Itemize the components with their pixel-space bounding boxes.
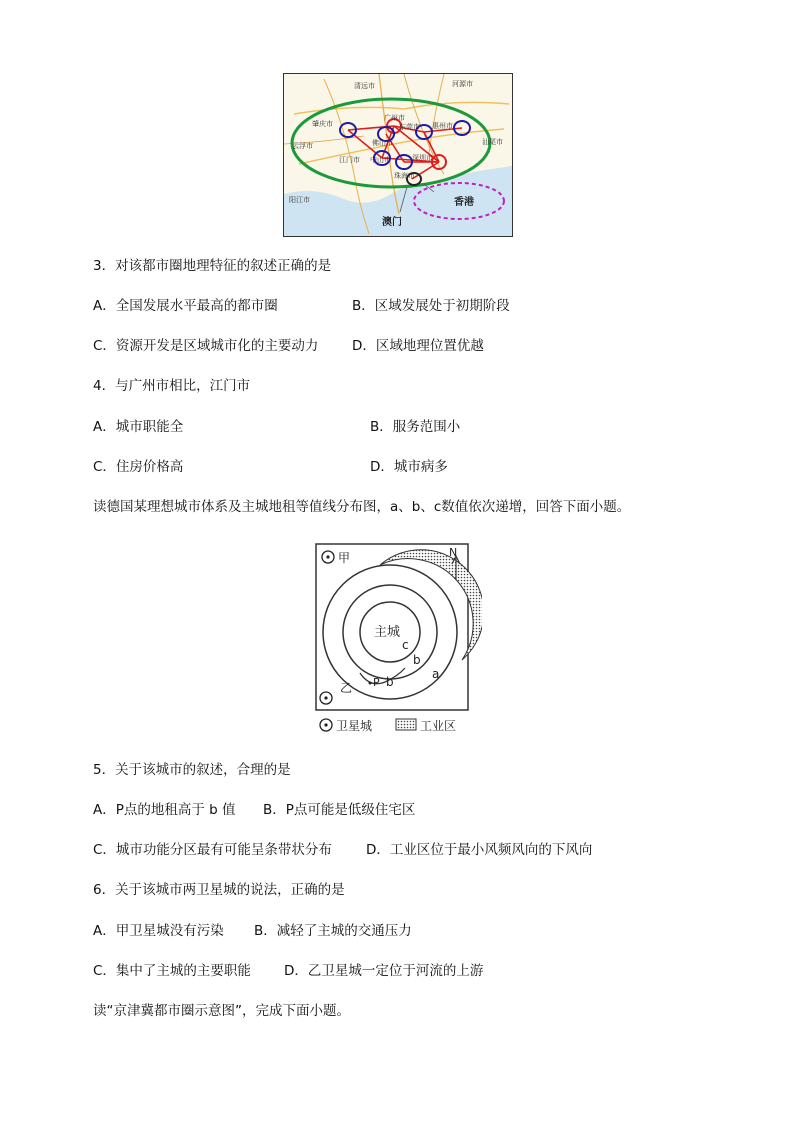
- q3-stem: 3．对该都市圈地理特征的叙述正确的是: [93, 258, 332, 274]
- label-b: b: [413, 653, 421, 667]
- label-c: c: [402, 638, 409, 652]
- label-p-b: b: [386, 675, 394, 689]
- label-shanwei: 汕尾市: [482, 138, 503, 146]
- q3-option-a: A．全国发展水平最高的都市圈: [93, 298, 278, 314]
- legend-satellite-label: 卫星城: [336, 719, 373, 733]
- label-jia: 甲: [338, 551, 351, 565]
- q4-stem: 4．与广州市相比，江门市: [93, 378, 251, 394]
- rent-contour-map: [310, 540, 482, 736]
- q6-option-b: B．减轻了主城的交通压力: [254, 923, 412, 939]
- rent-contour-svg: [310, 540, 482, 736]
- label-hongkong: 香港: [454, 197, 474, 208]
- legend-industrial-icon: [396, 719, 416, 730]
- prd-map: [283, 73, 513, 237]
- label-yunfu: 云浮市: [292, 142, 313, 150]
- label-zhongshan: 中山市: [370, 156, 391, 164]
- q5-option-d: D．工业区位于最小风频风向的下风向: [366, 842, 593, 858]
- intro-jingjinji: 读“京津冀都市圈示意图”，完成下面小题。: [93, 1003, 350, 1019]
- label-yangjiang: 阳江市: [289, 196, 310, 204]
- label-macau: 澳门: [382, 217, 402, 228]
- label-p: P: [373, 676, 380, 689]
- q6-option-c: C．集中了主城的主要职能: [93, 963, 251, 979]
- q6-option-d: D．乙卫星城一定位于河流的上游: [284, 963, 484, 979]
- label-foshan: 佛山市: [372, 139, 393, 147]
- q4-option-d: D．城市病多: [370, 459, 448, 475]
- label-yi: 乙: [340, 681, 353, 695]
- q3-option-b: B．区域发展处于初期阶段: [352, 298, 510, 314]
- q6-option-a: A．甲卫星城没有污染: [93, 923, 224, 939]
- q3-option-d: D．区域地理位置优越: [352, 338, 484, 354]
- label-qingyuan: 清远市: [354, 82, 375, 90]
- q5-stem: 5．关于该城市的叙述，合理的是: [93, 762, 291, 778]
- prd-map-svg: [284, 74, 512, 236]
- label-guangzhou: 广州市: [384, 114, 405, 122]
- label-huizhou: 惠州市: [432, 122, 453, 130]
- q4-option-b: B．服务范围小: [370, 419, 461, 435]
- label-shenzhen: 深圳市: [412, 154, 433, 162]
- north-label: N: [449, 546, 458, 559]
- label-heyuan: 河源市: [452, 80, 473, 88]
- q5-option-c: C．城市功能分区最有可能呈条带状分布: [93, 842, 332, 858]
- q4-option-a: A．城市职能全: [93, 419, 184, 435]
- q3-option-c: C．资源开发是区域城市化的主要动力: [93, 338, 319, 354]
- q6-stem: 6．关于该城市两卫星城的说法，正确的是: [93, 882, 345, 898]
- legend-industrial-label: 工业区: [420, 719, 457, 733]
- q5-option-b: B．P点可能是低级住宅区: [263, 802, 416, 818]
- label-dongguan: 东莞市: [399, 123, 420, 131]
- q4-option-c: C．住房价格高: [93, 459, 184, 475]
- intro-germany: 读德国某理想城市体系及主城地租等值线分布图，a、b、c数值依次递增，回答下面小题。: [93, 499, 631, 515]
- label-a: a: [432, 667, 440, 681]
- label-jiangmen: 江门市: [339, 156, 360, 164]
- q5-option-a: A．P点的地租高于 b 值: [93, 802, 236, 818]
- label-zhuhai: 珠海市: [394, 172, 415, 180]
- label-zhaoqing: 肇庆市: [312, 120, 333, 128]
- label-main-city: 主城: [374, 625, 401, 640]
